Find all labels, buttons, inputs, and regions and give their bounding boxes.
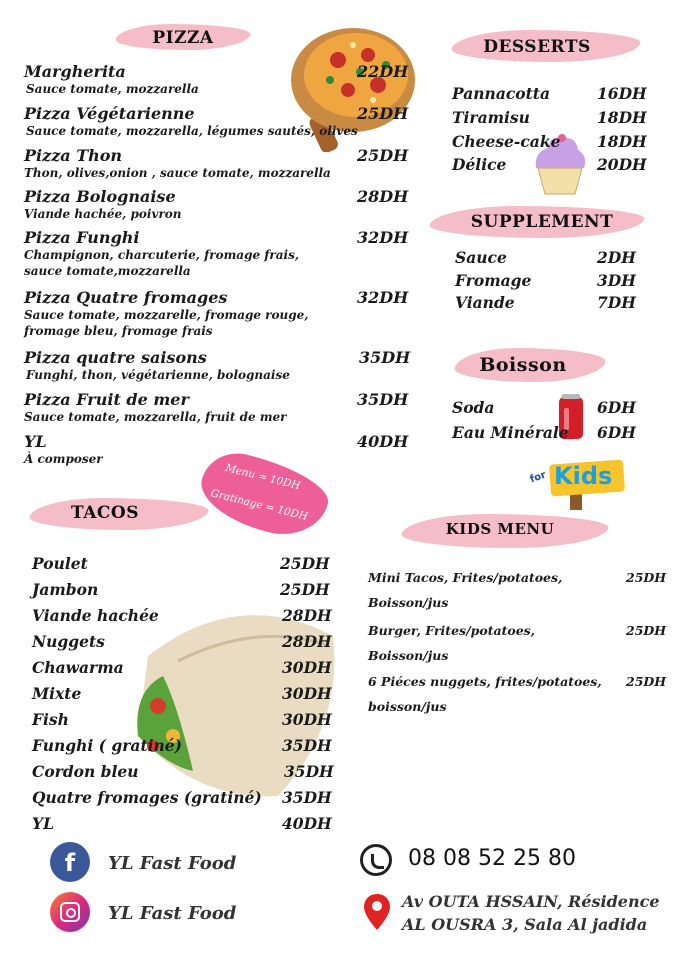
tacos-item-price: 35DH [282,736,332,755]
dessert-item-name: Cheese-cake [452,132,561,151]
pizza-item [24,228,414,279]
tacos-item-price: 30DH [282,684,332,703]
list-item [452,398,642,417]
list-item [32,736,342,755]
pizza-item-name: Pizza quatre saisons [24,348,207,367]
list-item [32,658,342,677]
pizza-item-name: Pizza Funghi [24,228,140,247]
list-item [32,632,342,651]
promo-gratinage-text: Gratinage = 10DH [209,487,310,524]
location-pin-icon [364,894,390,930]
facebook-link[interactable] [50,842,270,884]
desserts-title: DESSERTS [483,37,591,57]
dessert-item-price: 16DH [597,84,647,103]
supplement-item-price: 7DH [597,293,636,312]
kids-item-price: 25DH [626,674,667,689]
address-block [360,888,670,948]
pizza-item-price: 35DH [359,348,411,367]
pizza-item-name: YL [24,432,47,451]
instagram-label: YL Fast Food [108,903,237,924]
pizza-title: PIZZA [152,28,214,48]
dessert-item-name: Pannacotta [452,84,551,103]
dessert-item-price: 20DH [597,155,647,174]
list-item [32,788,342,807]
pizza-item-name: Pizza Bolognaise [24,187,176,206]
list-item [368,623,673,663]
tacos-item-price: 28DH [282,606,332,625]
list-item [32,814,342,833]
pizza-item-price: 28DH [357,187,409,206]
whatsapp-icon [360,844,392,876]
pizza-item [24,104,414,139]
list-item [452,423,642,442]
pizza-item-price: 32DH [357,228,409,247]
instagram-icon [50,892,90,932]
list-item [32,580,342,599]
list-item [32,554,342,573]
list-item [32,710,342,729]
tacos-item-name: Quatre fromages (gratiné) [32,788,262,807]
pizza-item-desc: Champignon, charcuterie, fromage frais, [24,248,300,262]
for-kids-logo [530,456,626,512]
address-line-2: AL OUSRA 3, Sala Al jadida [402,915,648,934]
pizza-item-price: 22DH [357,62,409,81]
pizza-item-name: Pizza Thon [24,146,123,165]
list-item [368,570,673,610]
kids-item-line: Mini Tacos, Frites/potatoes, [368,570,563,585]
tacos-item-name: Jambon [32,580,99,599]
tacos-item-price: 35DH [284,762,334,781]
kids-item-line: 6 Piéces nuggets, frites/potatoes, [368,674,602,689]
pizza-item [24,187,414,222]
boisson-title: Boisson [479,354,567,376]
tacos-item-price: 25DH [280,580,330,599]
pizza-item-price: 40DH [357,432,409,451]
pizza-item-name: Pizza Végétarienne [24,104,195,123]
list-item [452,155,652,174]
pizza-item-desc: Thon, olives,onion , sauce tomate, mozzarella [24,166,331,180]
boisson-item-name: Eau Minérale [452,423,569,442]
dessert-item-name: Délice [452,155,507,174]
facebook-label: YL Fast Food [108,853,237,874]
facebook-icon: f [50,842,90,882]
phone-row[interactable] [360,842,610,882]
tacos-item-price: 30DH [282,710,332,729]
for-kids-big-text: Kids [554,462,613,490]
promo-menu-text: Menu = 10DH [223,462,302,493]
pizza-item-desc: Sauce tomate, mozzarella, fruit de mer [24,410,287,424]
tacos-item-name: Chawarma [32,658,124,677]
tacos-item-price: 40DH [282,814,332,833]
list-item [32,684,342,703]
boisson-item-price: 6DH [597,423,636,442]
tacos-item-name: Cordon bleu [32,762,139,781]
supplement-item-name: Viande [455,293,515,312]
list-item [368,674,673,714]
list-item [452,132,652,151]
supplement-title: SUPPLEMENT [470,212,614,232]
tacos-item-name: Fish [32,710,69,729]
tacos-title: TACOS [70,503,140,523]
kids-item-line: boisson/jus [368,699,447,714]
tacos-item-name: Nuggets [32,632,105,651]
pizza-item-desc: Funghi, thon, végétarienne, bolognaise [26,368,290,382]
pizza-item-desc: À composer [24,452,103,466]
supplement-item-price: 3DH [597,271,636,290]
boisson-item-price: 6DH [597,398,636,417]
tacos-item-name: Poulet [32,554,88,573]
pizza-item-price: 32DH [357,288,409,307]
kids-item-line: Boisson/jus [368,648,449,663]
pizza-item-name: Pizza Quatre fromages [24,288,228,307]
supplement-item-price: 2DH [597,248,636,267]
kids-item-line: Boisson/jus [368,595,449,610]
list-item [455,271,645,290]
tacos-item-name: YL [32,814,54,833]
tacos-item-name: Funghi ( gratiné) [32,736,182,755]
pizza-item-desc: Sauce tomate, mozzarelle, fromage rouge, [24,308,309,322]
pizza-item-price: 25DH [357,104,409,123]
phone-number: 08 08 52 25 80 [408,846,576,871]
list-item [452,108,652,127]
dessert-item-price: 18DH [597,108,647,127]
pizza-item-desc: fromage bleu, fromage frais [24,324,213,338]
tacos-item-price: 28DH [282,632,332,651]
pizza-item-desc: sauce tomate,mozzarella [24,264,191,278]
boisson-item-name: Soda [452,398,495,417]
list-item [32,606,342,625]
address-line-1: Av OUTA HSSAIN, Résidence [402,892,660,911]
pizza-item-desc: Sauce tomate, mozzarella, légumes sautés, olives [26,124,358,138]
kids-item-price: 25DH [626,623,667,638]
list-item [452,84,652,103]
pizza-item-desc: Viande hachée, poivron [24,207,182,221]
dessert-item-price: 18DH [597,132,647,151]
supplement-item-name: Sauce [455,248,507,267]
tacos-item-price: 25DH [280,554,330,573]
list-item [455,248,645,267]
pizza-item-name: Margherita [24,62,126,81]
tacos-item-name: Mixte [32,684,82,703]
dessert-item-name: Tiramisu [452,108,530,127]
kids-item-line: Burger, Frites/potatoes, [368,623,536,638]
for-kids-small-text: for [528,469,548,486]
pizza-item-price: 35DH [357,390,409,409]
pizza-item [24,348,414,383]
pizza-item-price: 25DH [357,146,409,165]
list-item [455,293,645,312]
supplement-item-name: Fromage [455,271,532,290]
pizza-item-name: Pizza Fruit de mer [24,390,189,409]
pizza-item [24,146,414,181]
pizza-item [24,62,414,97]
tacos-item-price: 30DH [282,658,332,677]
kids-menu-title: KIDS MENU [445,520,555,538]
tacos-item-name: Viande hachée [32,606,159,625]
list-item [32,762,342,781]
pizza-item [24,288,414,339]
tacos-item-price: 35DH [282,788,332,807]
pizza-item-desc: Sauce tomate, mozzarella [26,82,199,96]
instagram-link[interactable] [50,892,270,934]
pizza-item [24,390,414,425]
kids-item-price: 25DH [626,570,667,585]
